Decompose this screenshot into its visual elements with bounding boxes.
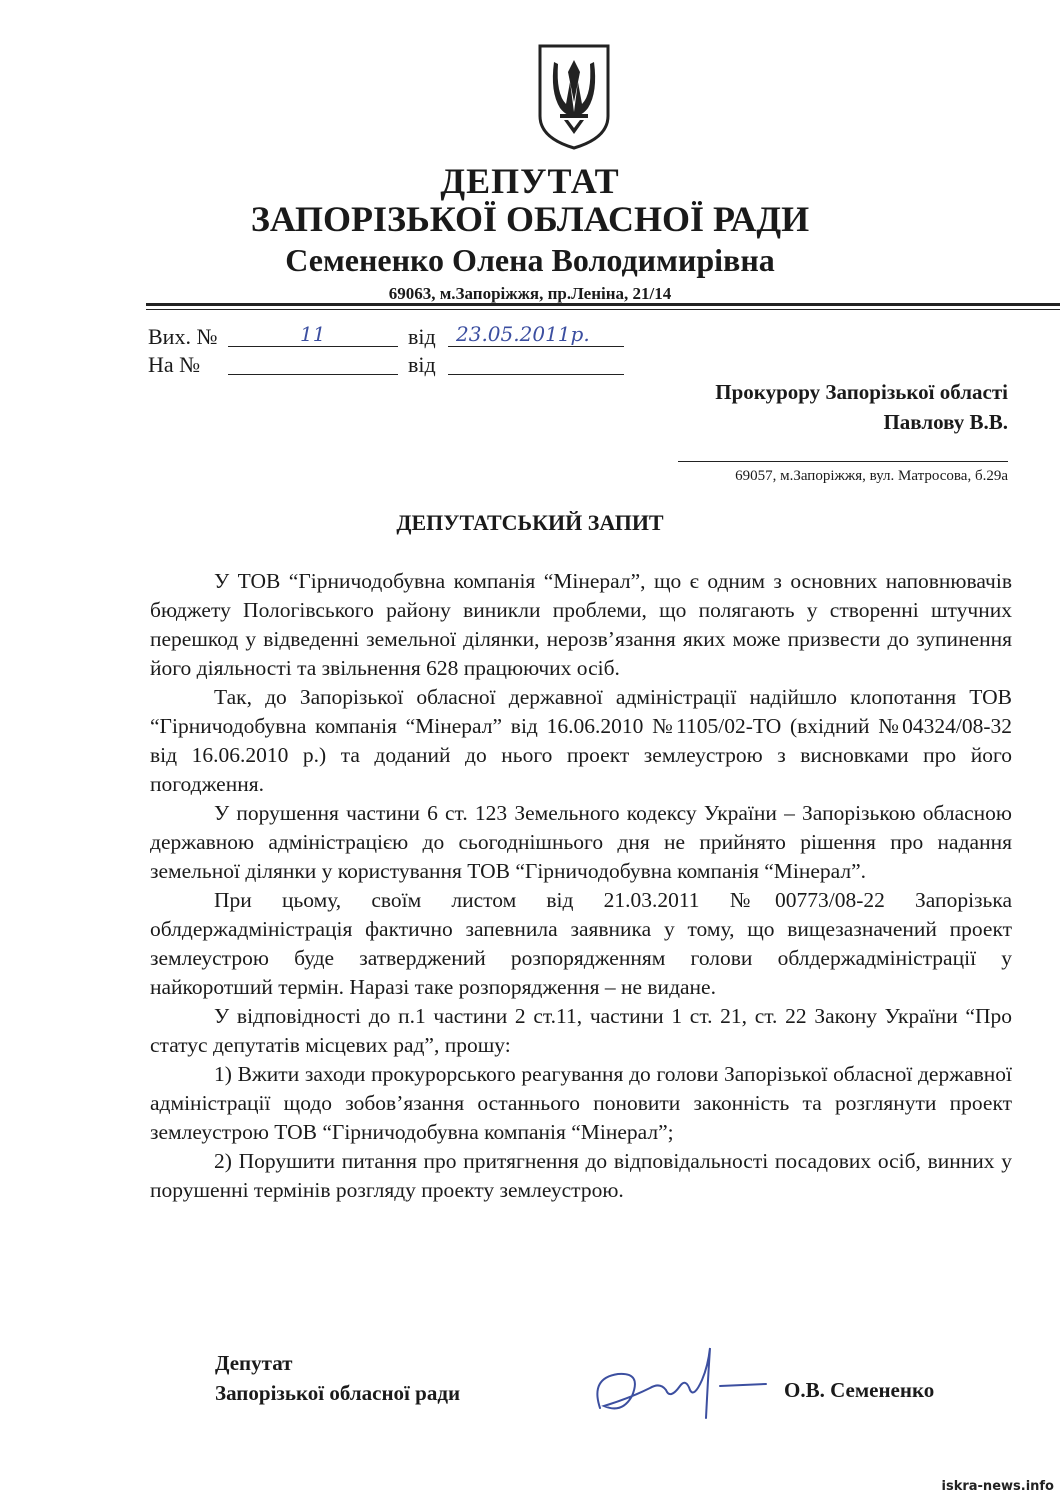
out-date-line [448, 346, 624, 347]
out-date-value: 23.05.2011р. [456, 322, 590, 346]
out-number-line [228, 346, 398, 347]
handwritten-signature [570, 1338, 770, 1428]
watermark: iskra-news.info [941, 1479, 1054, 1494]
body-paragraph: У порушення частини 6 ст. 123 Земельного кодексу України – Запорізькою обласною державною адміністрацією до сьогоднішнього дня не прийнято рішення про надання земельної ділянки у користування ТОВ “Гірничодобувна компанія “Мінерал”. [150, 801, 1012, 883]
body-paragraph: При цьому, своїм листом від 21.03.2011 №00773/08-22 Запорізька облдержадміністрація фактично запевнила заявника у тому, що вищезазначений проект землеустрою буде затверджений розпорядженням голови облдержадміністрації у найкоротший термін. Наразі таке розпорядження – не видане. [150, 888, 1012, 999]
recipient-name: Павлову В.В. [883, 410, 1008, 434]
in-date-line [448, 374, 624, 375]
header-rule [146, 303, 1060, 306]
document-body [150, 567, 1012, 1205]
out-number-value: 11 [300, 322, 326, 346]
signature-council: Запорізької обласної ради [215, 1381, 461, 1405]
recipient-title: Прокурору Запорізької області [715, 380, 1008, 404]
header-council: ЗАПОРІЗЬКОЇ ОБЛАСНОЇ РАДИ [250, 199, 810, 239]
signature-block [215, 1348, 460, 1408]
signature-position: Депутат [215, 1351, 293, 1375]
in-date-label: від [408, 352, 436, 377]
body-paragraph: 2) Порушити питання про притягнення до відповідальності посадових осіб, винних у порушенні термінів розгляду проекту землеустрою. [150, 1149, 1012, 1202]
recipient-rule [678, 461, 1008, 462]
out-number-label: Вих. № [148, 324, 218, 349]
document-title: ДЕПУТАТСЬКИЙ ЗАПИТ [396, 510, 664, 535]
body-paragraph: У ТОВ “Гірничодобувна компанія “Мінерал”, що є одним з основних наповнювачів бюджету Пологівського району виникли проблеми, що полягають у створенні штучних перешкод у відведенні земельної ділянки, нерозв’язання яких може призвести до зупинення його діяльності та звільнення 628 працюючих осіб. [150, 569, 1012, 680]
recipient-address: 69057, м.Запоріжжя, вул. Матросова, б.29а [735, 468, 1008, 484]
out-date-label: від [408, 324, 436, 349]
header-rule-thin [146, 309, 1060, 310]
trident-emblem-icon [536, 42, 612, 152]
header-address: 69063, м.Запоріжжя, пр.Леніна, 21/14 [388, 284, 672, 303]
header-deputy-name: Семененко Олена Володимирівна [285, 242, 775, 278]
body-paragraph: 1) Вжити заходи прокурорського реагування до голови Запорізької обласної державної адміністрації щодо зобов’язання останнього поновити законність та розглянути проект землеустрою ТОВ “Гірничодобувна компанія “Мінерал”; [150, 1062, 1012, 1144]
body-paragraph: У відповідності до п.1 частини 2 ст.11, частини 1 ст. 21, ст. 22 Закону України “Про статус депутатів місцевих рад”, прошу: [150, 1004, 1012, 1057]
body-paragraph: Так, до Запорізької обласної державної адміністрації надійшло клопотання ТОВ “Гірничодобувна компанія “Мінерал” від 16.06.2010 №1105/02-ТО (вхідний №04324/08-32 від 16.06.2010 р.) та доданий до нього проект землеустрою з висновками про його погодження. [150, 685, 1012, 796]
in-number-line [228, 374, 398, 375]
in-number-label: На № [148, 352, 201, 377]
signature-name: О.В. Семененко [784, 1378, 935, 1402]
header-title: ДЕПУТАТ [440, 161, 620, 201]
